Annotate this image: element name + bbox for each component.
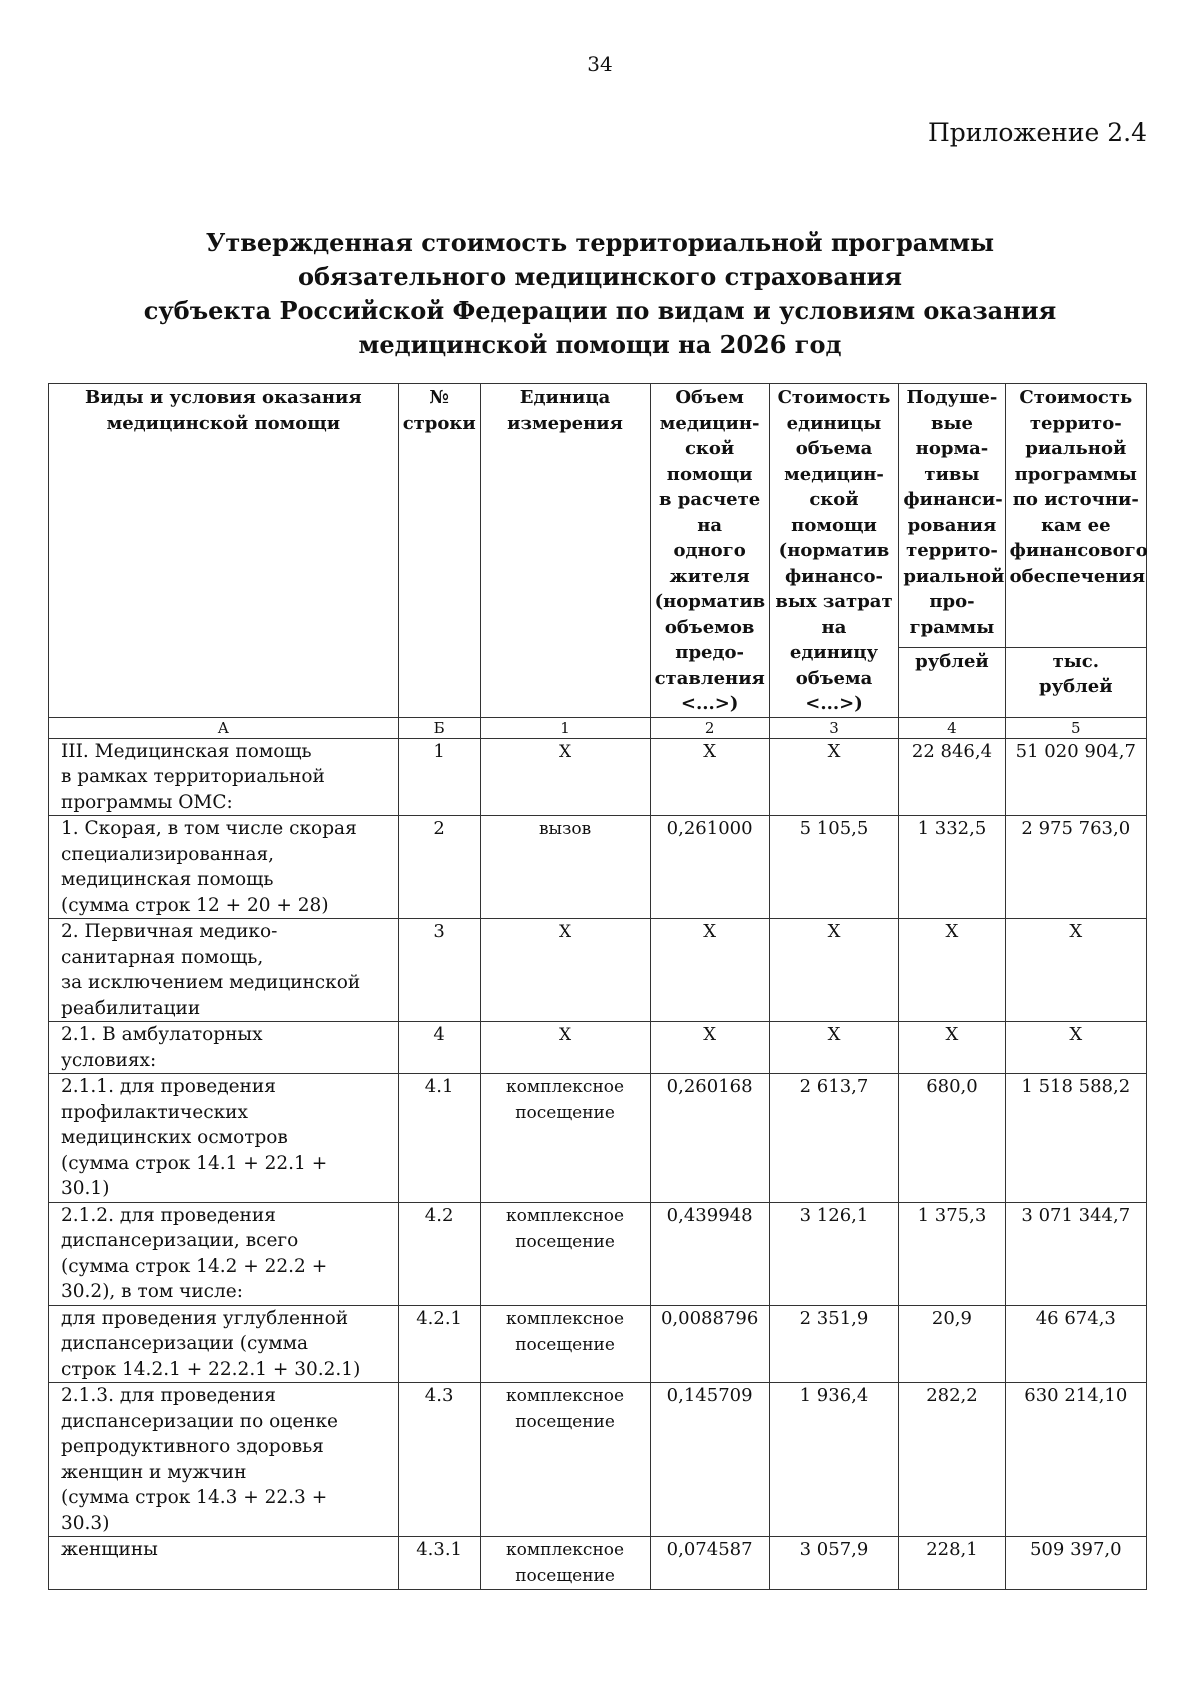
row-cost-cell: 5 105,5 [769,816,899,919]
table-row [49,816,1147,919]
row-total-cell: 51 020 904,7 [1005,738,1146,816]
row-number-cell: 4.3.1 [398,1537,480,1590]
row-cost-cell: Х [769,1022,899,1074]
header-unit: Единица измерения [480,384,650,718]
appendix-label: Приложение 2.4 [927,118,1147,147]
row-volume-cell: Х [650,919,769,1022]
row-per-capita-cell: 1 332,5 [899,816,1005,919]
table-row [49,1022,1147,1074]
row-total-cell: 1 518 588,2 [1005,1074,1146,1203]
row-unit-cell: Х [480,919,650,1022]
table-row [49,1383,1147,1537]
row-number-cell: 1 [398,738,480,816]
row-name-cell: 2.1.1. для проведения профилактических медицинских осмотров (сумма строк 14.1 + 22.1 + 30.1) [49,1074,399,1203]
title-line: обязательного медицинского страхования [297,262,903,291]
row-name-cell: 2.1.3. для проведения диспансеризации по оценке репродуктивного здоровья женщин и мужчин (сумма строк 14.3 + 22.3 + 30.3) [49,1383,399,1537]
row-name-cell: 2.1.2. для проведения диспансеризации, всего (сумма строк 14.2 + 22.2 + 30.2), в том числе: [49,1202,399,1305]
row-cost-cell: 2 351,9 [769,1305,899,1383]
row-per-capita-cell: Х [899,1022,1005,1074]
table-row [49,1202,1147,1305]
row-cost-cell: 3 126,1 [769,1202,899,1305]
header-program-cost-unit: тыс. рублей [1005,647,1146,717]
column-index: 3 [769,717,899,738]
page-number: 34 [587,52,613,76]
row-name-cell: 2. Первичная медико- санитарная помощь, за исключением медицинской реабилитации [49,919,399,1022]
row-number-cell: 4.2 [398,1202,480,1305]
row-per-capita-cell: 282,2 [899,1383,1005,1537]
row-per-capita-cell: 1 375,3 [899,1202,1005,1305]
row-total-cell: 3 071 344,7 [1005,1202,1146,1305]
table-row [49,1074,1147,1203]
column-index: 2 [650,717,769,738]
row-name-cell: женщины [49,1537,399,1590]
row-volume-cell: 0,261000 [650,816,769,919]
header-volume: Объем медицин- ской помощи в расчете на одного жителя (норматив объемов предо- ставления <...>) [650,384,769,718]
row-cost-cell: Х [769,738,899,816]
program-cost-table [48,383,1147,1590]
row-number-cell: 4 [398,1022,480,1074]
row-number-cell: 3 [398,919,480,1022]
row-total-cell: 46 674,3 [1005,1305,1146,1383]
row-per-capita-cell: 22 846,4 [899,738,1005,816]
row-cost-cell: 3 057,9 [769,1537,899,1590]
row-number-cell: 4.1 [398,1074,480,1203]
table-row [49,1537,1147,1590]
row-per-capita-cell: 680,0 [899,1074,1005,1203]
row-per-capita-cell: 20,9 [899,1305,1005,1383]
table-row [49,1305,1147,1383]
row-name-cell: 2.1. В амбулаторных условиях: [49,1022,399,1074]
row-total-cell: 630 214,10 [1005,1383,1146,1537]
row-number-cell: 4.2.1 [398,1305,480,1383]
row-name-cell: 1. Скорая, в том числе скорая специализированная, медицинская помощь (сумма строк 12 + 20 + 28) [49,816,399,919]
row-name-cell: III. Медицинская помощь в рамках территориальной программы ОМС: [49,738,399,816]
header-row-number: № строки [398,384,480,718]
row-volume-cell: 0,0088796 [650,1305,769,1383]
column-index: 5 [1005,717,1146,738]
row-volume-cell: Х [650,1022,769,1074]
header-kind: Виды и условия оказания медицинской помощи [49,384,399,718]
row-total-cell: 2 975 763,0 [1005,816,1146,919]
row-total-cell: Х [1005,919,1146,1022]
header-program-cost: Стоимость террито- риальной программы по источни- кам ее финансового обеспечения [1005,384,1146,648]
row-per-capita-cell: 228,1 [899,1537,1005,1590]
header-cost-per-unit: Стоимость единицы объема медицин- ской помощи (норматив финансо- вых затрат на единицу объема <...>) [769,384,899,718]
row-total-cell: 509 397,0 [1005,1537,1146,1590]
header-per-capita: Подуше- вые норма- тивы финанси- рования террито- риальной про- граммы [899,384,1005,648]
row-name-cell: для проведения углубленной диспансеризации (сумма строк 14.2.1 + 22.2.1 + 30.2.1) [49,1305,399,1383]
row-cost-cell: 1 936,4 [769,1383,899,1537]
document-title [100,226,1100,362]
row-volume-cell: 0,260168 [650,1074,769,1203]
row-volume-cell: 0,145709 [650,1383,769,1537]
column-index: 1 [480,717,650,738]
header-row [49,384,1147,648]
row-unit-cell: комплексное посещение [480,1383,650,1537]
title-line: субъекта Российской Федерации по видам и условиям оказания [143,296,1057,325]
row-unit-cell: комплексное посещение [480,1074,650,1203]
column-index-row [49,717,1147,738]
row-unit-cell: Х [480,738,650,816]
title-line: медицинской помощи на 2026 год [358,330,842,359]
row-volume-cell: 0,439948 [650,1202,769,1305]
table-row [49,919,1147,1022]
row-cost-cell: Х [769,919,899,1022]
row-total-cell: Х [1005,1022,1146,1074]
row-volume-cell: 0,074587 [650,1537,769,1590]
column-index: Б [398,717,480,738]
column-index: А [49,717,399,738]
title-line: Утвержденная стоимость территориальной программы [205,228,995,257]
row-unit-cell: Х [480,1022,650,1074]
column-index: 4 [899,717,1005,738]
table-row [49,738,1147,816]
row-number-cell: 2 [398,816,480,919]
row-number-cell: 4.3 [398,1383,480,1537]
row-unit-cell: вызов [480,816,650,919]
row-per-capita-cell: Х [899,919,1005,1022]
header-per-capita-unit: рублей [899,647,1005,717]
row-unit-cell: комплексное посещение [480,1537,650,1590]
row-unit-cell: комплексное посещение [480,1305,650,1383]
row-volume-cell: Х [650,738,769,816]
row-unit-cell: комплексное посещение [480,1202,650,1305]
row-cost-cell: 2 613,7 [769,1074,899,1203]
